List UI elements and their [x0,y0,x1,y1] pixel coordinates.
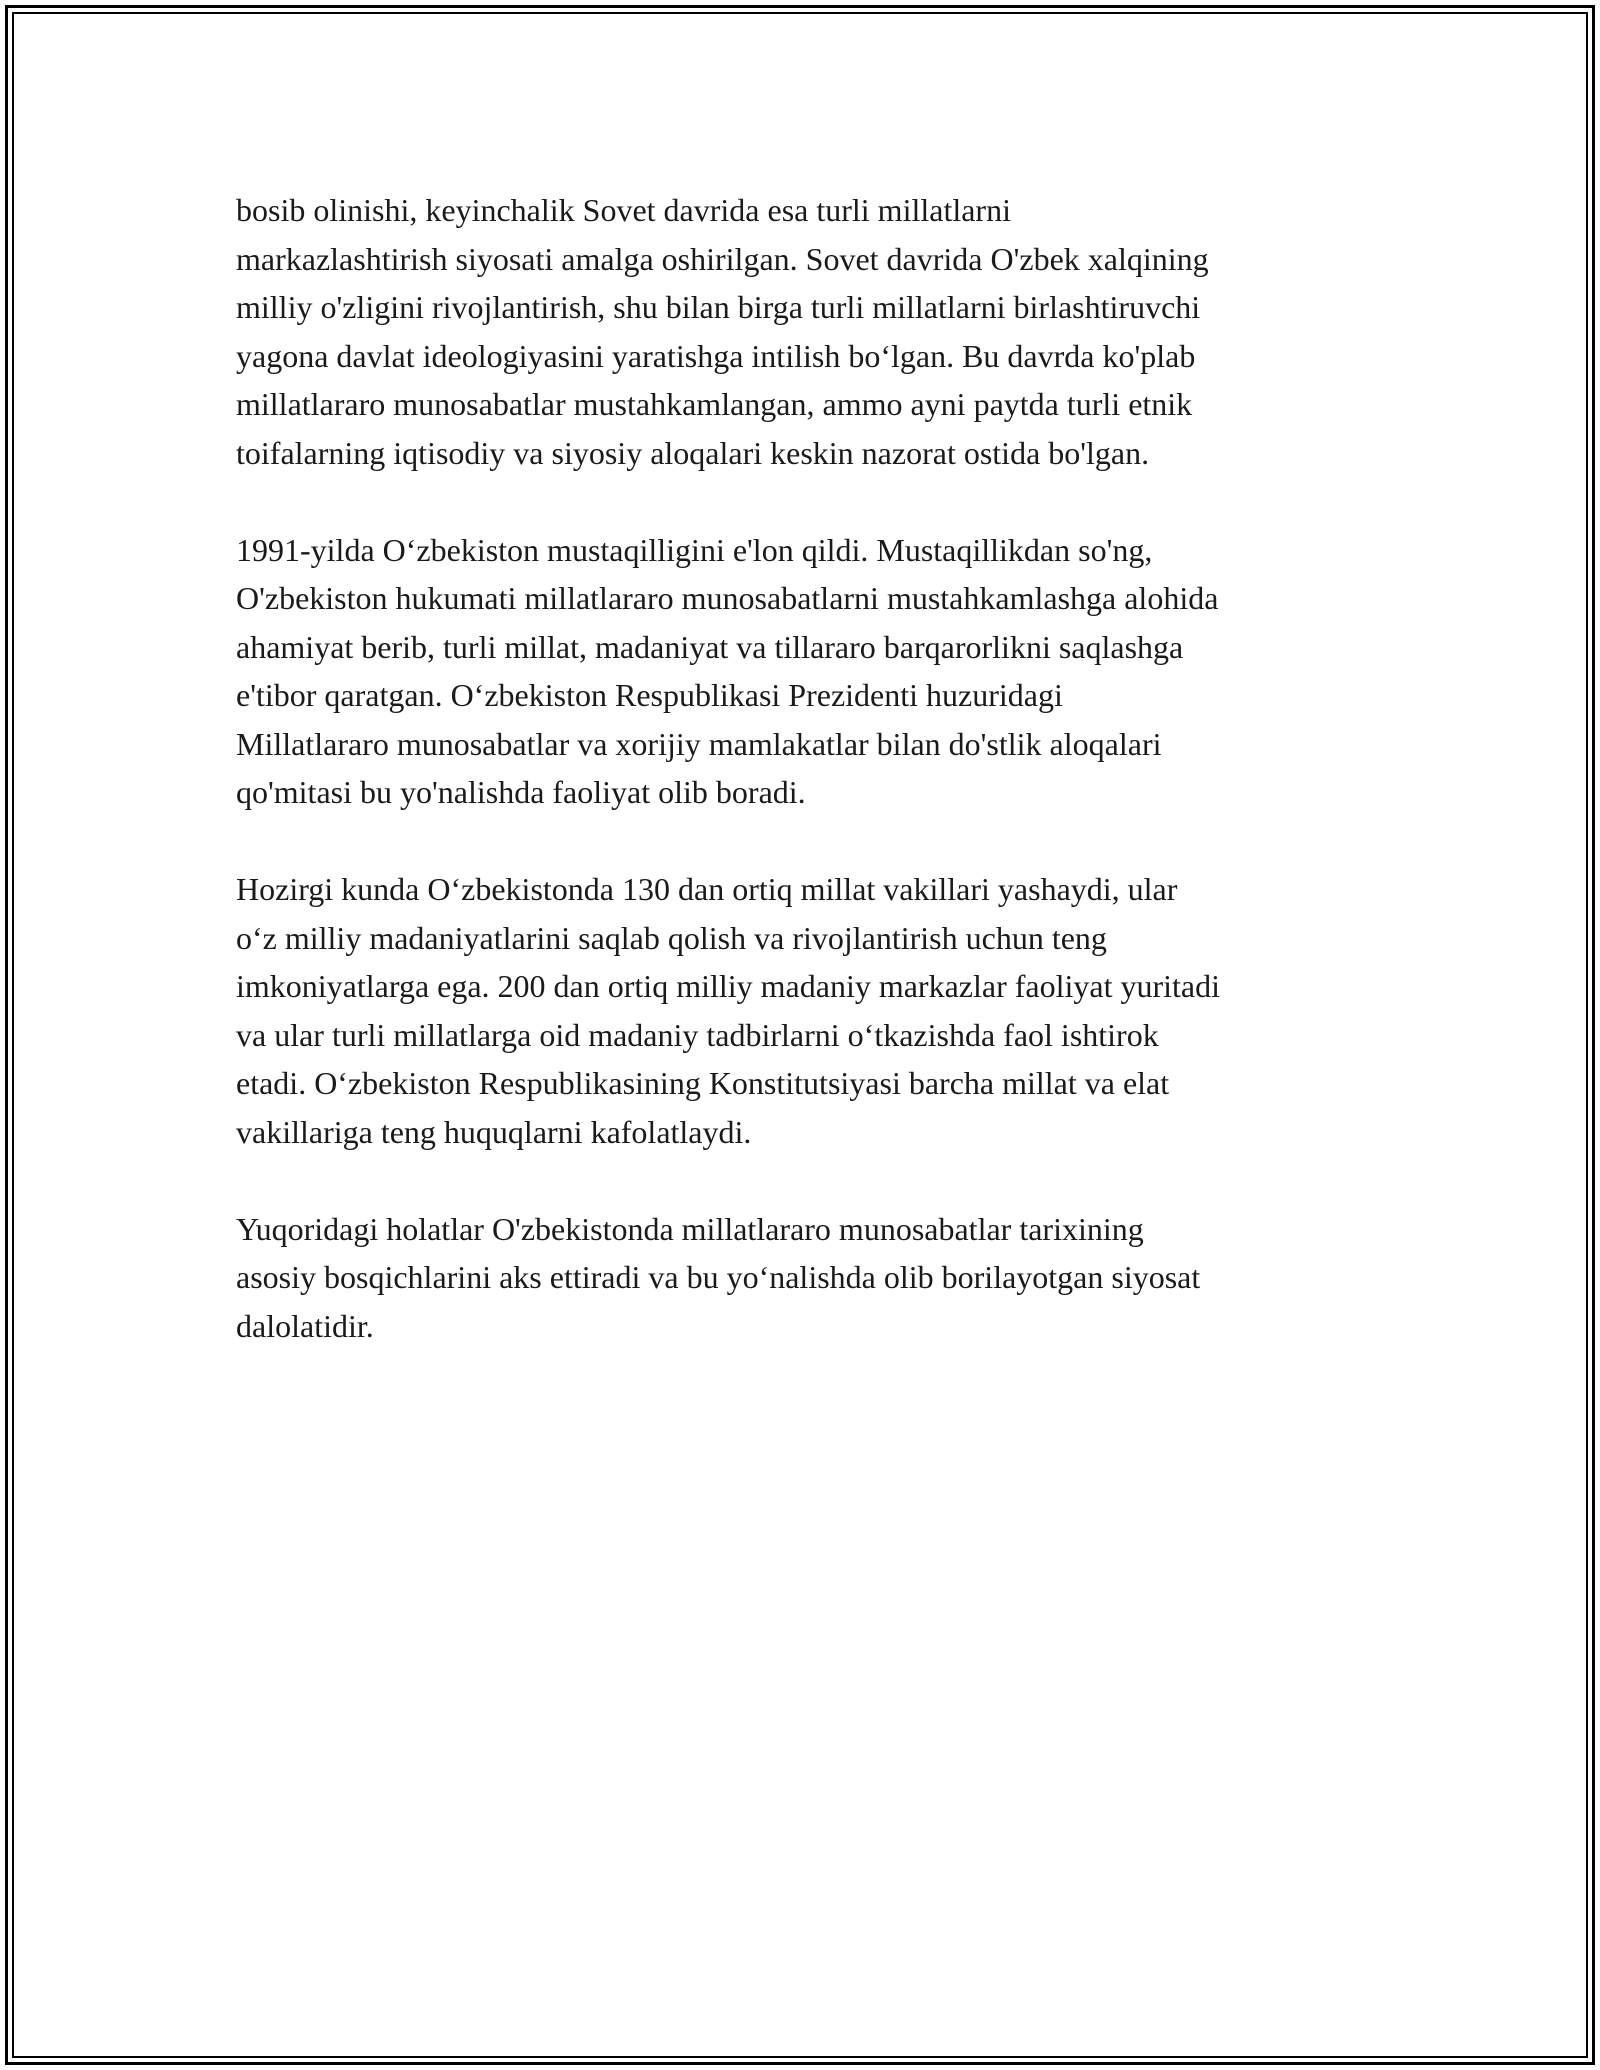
text-line: e'tibor qaratgan. O‘zbekiston Respublikasi Prezidenti huzuridagi [236,677,1063,713]
text-line: O'zbekiston hukumati millatlararo munosabatlarni mustahkamlashga alohida [236,580,1219,616]
text-line: vakillariga teng huquqlarni kafolatlaydi. [236,1113,752,1150]
text-line: Yuqoridagi holatlar O'zbekistonda millatlararo munosabatlar tarixining [236,1210,1144,1247]
paragraph-conclusion [236,1205,1386,1351]
text-line: Hozirgi kunda O‘zbekistonda 130 dan ortiq millat vakillari yashaydi, ular [236,871,1178,907]
text-line: o‘z milliy madaniyatlarini saqlab qolish va rivojlantirish uchun teng [236,919,1107,956]
text-line: asosiy bosqichlarini aks ettiradi va bu yo‘nalishda olib borilayotgan siyosat [236,1259,1201,1295]
document-body [236,186,1386,1399]
text-line: dalolatidir. [236,1307,374,1344]
text-line: imkoniyatlarga ega. 200 dan ortiq milliy madaniy markazlar faoliyat yuritadi [236,968,1220,1004]
text-line: va ular turli millatlarga oid madaniy tadbirlarni o‘tkazishda faol ishtirok [236,1016,1159,1053]
text-line: millatlararo munosabatlar mustahkamlangan, ammo ayni paytda turli etnik [236,386,1193,422]
text-line: milliy o'zligini rivojlantirish, shu bilan birga turli millatlarni birlashtiruvchi [236,289,1201,325]
text-line: 1991-yilda O‘zbekiston mustaqilligini e'lon qildi. Mustaqillikdan so'ng, [236,531,1153,568]
text-line: markazlashtirish siyosati amalga oshirilgan. Sovet davrida O'zbek xalqining [236,240,1209,277]
text-line: yagona davlat ideologiyasini yaratishga intilish bo‘lgan. Bu davrda ko'plab [236,337,1196,374]
text-line: qo'mitasi bu yo'nalishda faoliyat olib boradi. [236,774,806,810]
text-line: ahamiyat berib, turli millat, madaniyat va tillararo barqarorlikni saqlashga [236,628,1184,665]
paragraph-soviet-period [236,186,1386,477]
paragraph-present-day [236,865,1386,1156]
text-line: bosib olinishi, keyinchalik Sovet davrida esa turli millatlarni [236,192,1011,228]
text-line: Millatlararo munosabatlar va xorijiy mamlakatlar bilan do'stlik aloqalari [236,725,1162,762]
paragraph-independence [236,526,1386,817]
text-line: toifalarning iqtisodiy va siyosiy aloqalari keskin nazorat ostida bo'lgan. [236,434,1150,471]
text-line: etadi. O‘zbekiston Respublikasining Konstitutsiyasi barcha millat va elat [236,1065,1170,1101]
